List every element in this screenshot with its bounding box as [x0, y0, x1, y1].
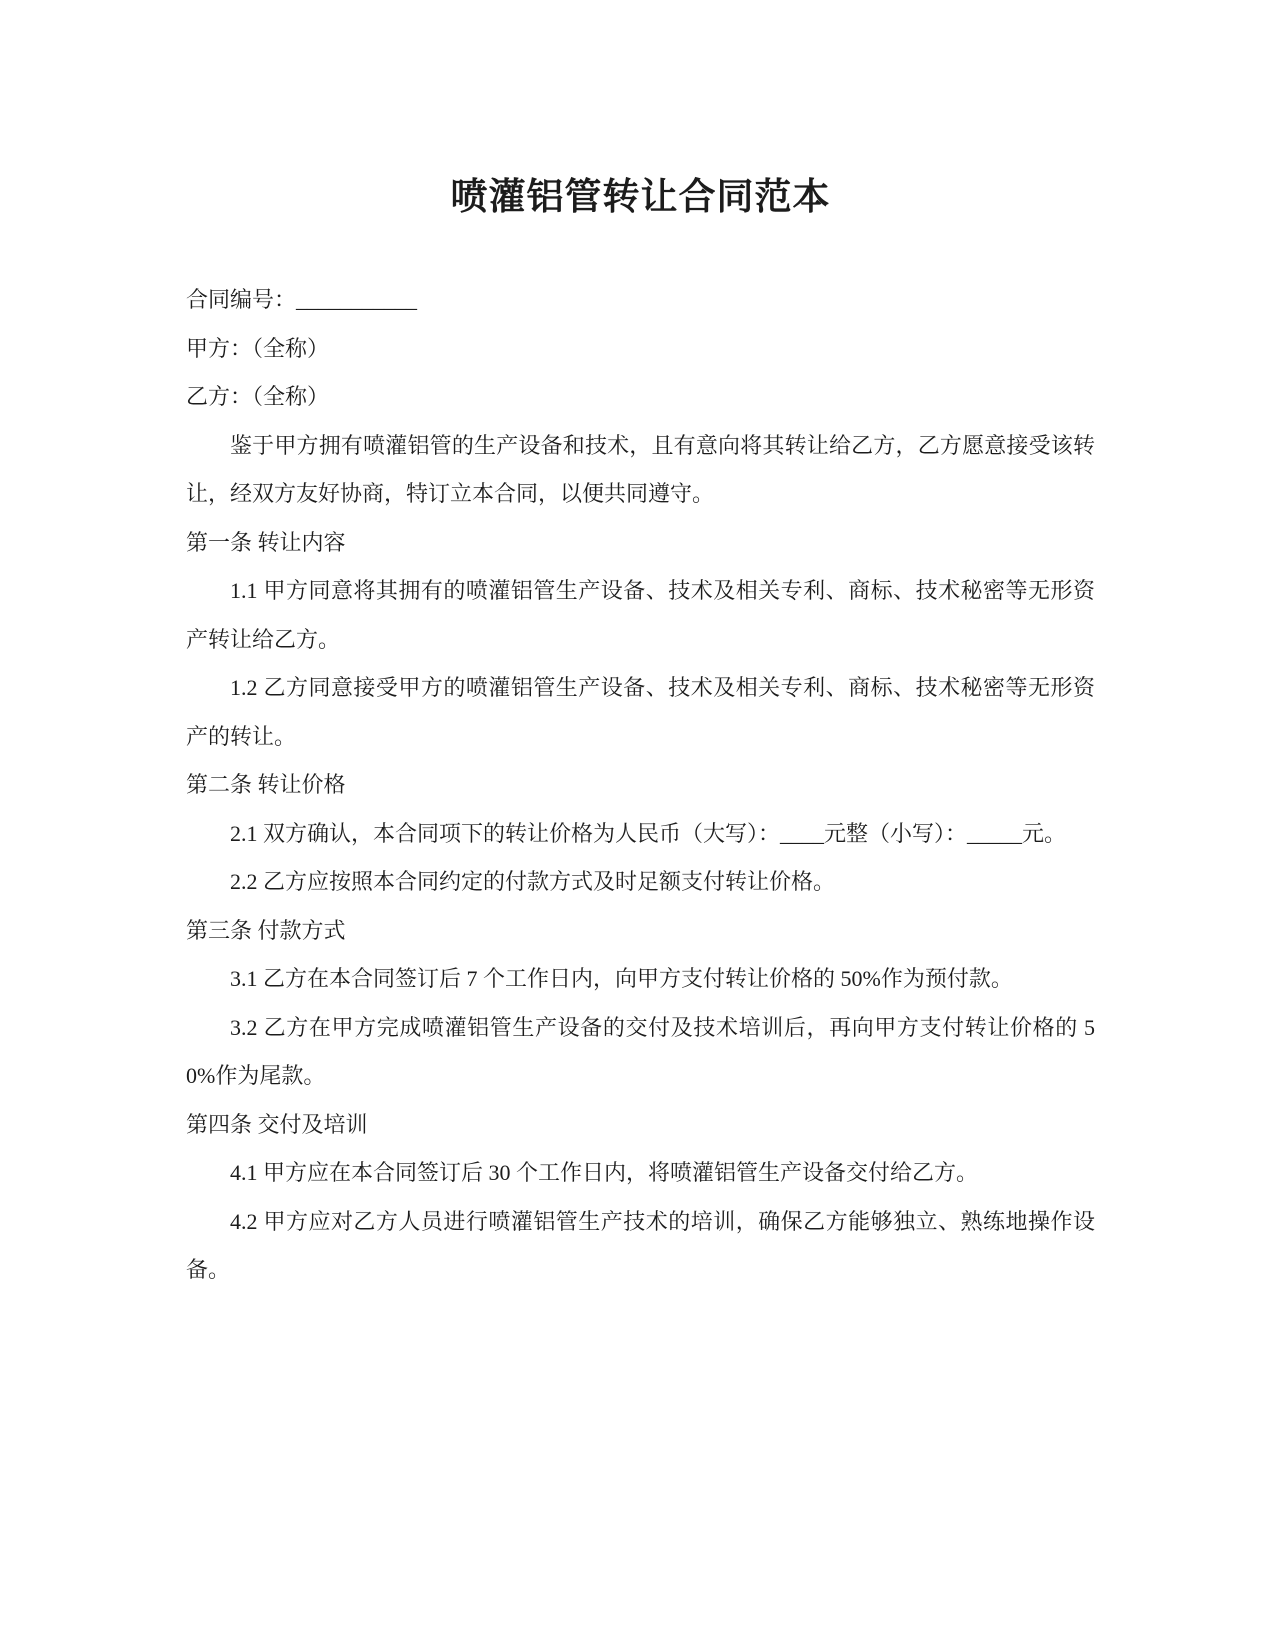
section-2-heading: 第二条 转让价格 — [186, 772, 346, 797]
preamble: 鉴于甲方拥有喷灌铝管的生产设备和技术，且有意向将其转让给乙方，乙方愿意接受该转让，经双方友好协商，特订立本合同，以便共同遵守。 — [186, 432, 1095, 506]
contract-number-line: 合同编号：___________ — [186, 287, 418, 312]
clause-3-2: 3.2 乙方在甲方完成喷灌铝管生产设备的交付及技术培训后，再向甲方支付转让价格的 50%作为尾款。 — [186, 1014, 1095, 1088]
clause-3-1: 3.1 乙方在本合同签订后 7 个工作日内，向甲方支付转让价格的 50%作为预付款。 — [230, 966, 1013, 991]
clause-4-1: 4.1 甲方应在本合同签订后 30 个工作日内，将喷灌铝管生产设备交付给乙方。 — [230, 1160, 979, 1185]
document-body — [186, 276, 1095, 1295]
party-b-line: 乙方：（全称） — [186, 384, 330, 409]
clause-2-2: 2.2 乙方应按照本合同约定的付款方式及时足额支付转让价格。 — [230, 869, 836, 894]
section-4-heading: 第四条 交付及培训 — [186, 1111, 368, 1137]
clause-1-2: 1.2 乙方同意接受甲方的喷灌铝管生产设备、技术及相关专利、商标、技术秘密等无形资产的转让。 — [186, 675, 1095, 749]
section-3-heading: 第三条 付款方式 — [186, 917, 346, 943]
document-title: 喷灌铝管转让合同范本 — [450, 177, 831, 218]
clause-4-2: 4.2 甲方应对乙方人员进行喷灌铝管生产技术的培训，确保乙方能够独立、熟练地操作设备。 — [186, 1208, 1095, 1282]
clause-1-1: 1.1 甲方同意将其拥有的喷灌铝管生产设备、技术及相关专利、商标、技术秘密等无形资产转让给乙方。 — [186, 578, 1095, 652]
party-a-line: 甲方：（全称） — [186, 335, 330, 361]
clause-2-1: 2.1 双方确认，本合同项下的转让价格为人民币（大写）：____元整（小写）：_____元。 — [230, 820, 1067, 846]
section-1-heading: 第一条 转让内容 — [186, 529, 346, 555]
